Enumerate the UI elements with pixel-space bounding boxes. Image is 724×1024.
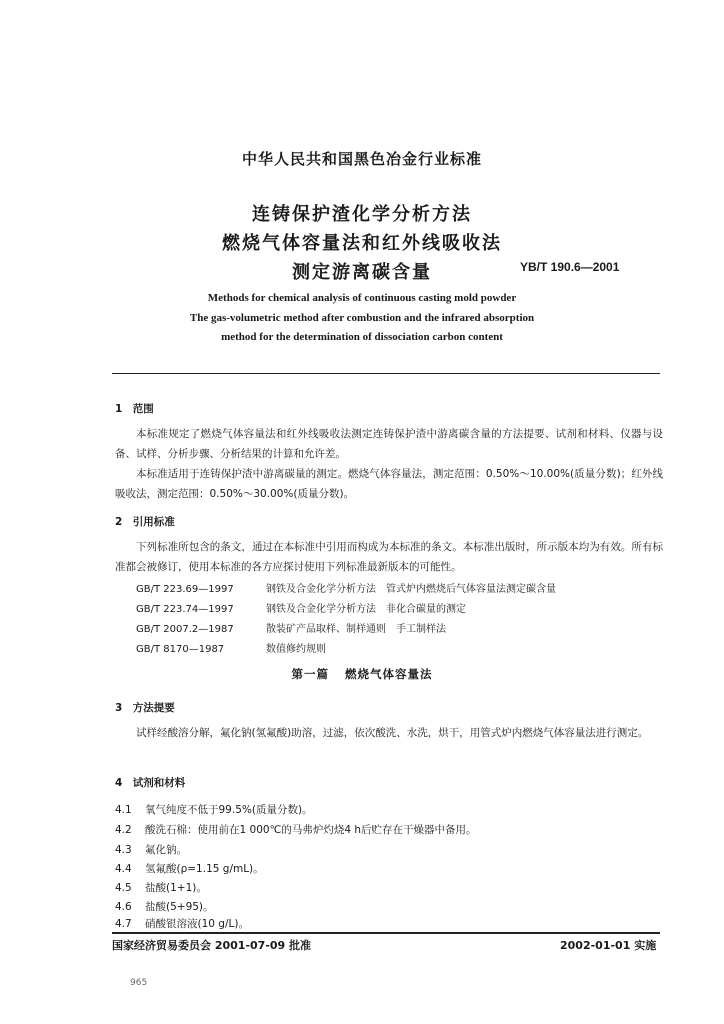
list-item	[115, 899, 214, 914]
item-number: 4.4	[115, 863, 132, 875]
title-line-3: 测定游离碳含量	[292, 262, 432, 283]
approval-line: 国家经济贸易委员会 2001-07-09 批准	[112, 939, 312, 952]
item-text: 盐酸(1+1)。	[145, 882, 207, 894]
footer-divider	[112, 932, 660, 934]
reference-item	[136, 580, 556, 595]
item-number: 4.7	[115, 918, 132, 930]
list-item	[115, 842, 187, 857]
part-title: 燃烧气体容量法	[345, 667, 433, 681]
issuing-body-header: 中华人民共和国黑色冶金行业标准	[241, 150, 482, 168]
section-3-text: 试样经酸溶分解，氟化钠(氢氟酸)助溶，过滤，依次酸洗、水洗，烘干，用管式炉内燃烧气体容量法进行测定。	[136, 727, 649, 739]
section-4-heading: 4 试剂和材料	[115, 777, 186, 789]
item-number: 4.5	[115, 882, 132, 894]
list-item	[115, 916, 249, 931]
page-number: 965	[130, 978, 148, 988]
part-label: 第一篇	[291, 667, 329, 681]
reference-item	[136, 620, 446, 635]
item-number: 4.1	[115, 804, 132, 816]
section-3-heading: 3 方法提要	[115, 702, 175, 714]
english-title-line-2: The gas-volumetric method after combustion and the infrared absorption	[189, 312, 535, 324]
reference-title: 数值修约规则	[266, 644, 326, 655]
section-1-heading: 1 范围	[115, 403, 154, 415]
section-2-heading: 2 引用标准	[115, 516, 175, 528]
reference-code: GB/T 2007.2—1987	[136, 624, 234, 635]
standard-code: YB/T 190.6—2001	[520, 260, 620, 274]
item-text: 盐酸(5+95)。	[145, 901, 214, 913]
list-item	[115, 822, 477, 837]
item-text: 硝酸银溶液(10 g/L)。	[145, 918, 249, 930]
reference-title: 钢铁及合金化学分析方法 非化合碳量的测定	[266, 604, 466, 615]
item-text: 氢氟酸(ρ=1.15 g/mL)。	[145, 863, 264, 875]
title-line-1: 连铸保护渣化学分析方法	[252, 204, 472, 225]
reference-code: GB/T 8170—1987	[136, 644, 225, 655]
item-number: 4.2	[115, 824, 132, 836]
section-2-para	[115, 537, 663, 577]
item-text: 氟化钠。	[145, 844, 187, 856]
item-text: 氧气纯度不低于99.5%(质量分数)。	[145, 804, 313, 816]
reference-title: 散装矿产品取样、制样通则 手工制样法	[266, 624, 446, 635]
section-2-text: 下列标准所包含的条文，通过在本标准中引用而构成为本标准的条文。本标准出版时，所示版本均为有效。所有标准都会被修订，使用本标准的各方应探讨使用下列标准最新版本的可能性。	[115, 541, 663, 573]
implementation-date: 2002-01-01 实施	[560, 939, 657, 952]
reference-code: GB/T 223.69—1997	[136, 584, 234, 595]
section-3-body	[115, 723, 663, 743]
title-line-2: 燃烧气体容量法和红外线吸收法	[222, 233, 502, 254]
header-divider	[112, 373, 660, 374]
item-number: 4.6	[115, 901, 132, 913]
item-text: 酸洗石棉：使用前在1 000℃的马弗炉灼烧4 h后贮存在干燥器中备用。	[145, 824, 477, 836]
reference-item	[136, 640, 326, 655]
part-heading	[0, 666, 724, 682]
reference-code: GB/T 223.74—1997	[136, 604, 234, 615]
english-title-line-3: method for the determination of dissociation carbon content	[221, 331, 503, 343]
reference-item	[136, 600, 466, 615]
section-1-para-1: 本标准规定了燃烧气体容量法和红外线吸收法测定连铸保护渣中游离碳含量的方法提要、试剂和材料、仪器与设备、试样、分析步骤、分析结果的计算和允许差。	[115, 428, 663, 460]
reference-title: 钢铁及合金化学分析方法 管式炉内燃烧后气体容量法测定碳含量	[266, 584, 556, 595]
item-number: 4.3	[115, 844, 132, 856]
list-item	[115, 880, 207, 895]
section-1-body	[115, 424, 663, 504]
list-item	[115, 861, 264, 876]
english-title-line-1: Methods for chemical analysis of continuous casting mold powder	[207, 292, 517, 304]
section-1-para-2: 本标准适用于连铸保护渣中游离碳量的测定。燃烧气体容量法，测定范围：0.50%～10.00%(质量分数)；红外线吸收法，测定范围：0.50%～30.00%(质量分数)。	[115, 468, 663, 500]
list-item	[115, 802, 313, 817]
